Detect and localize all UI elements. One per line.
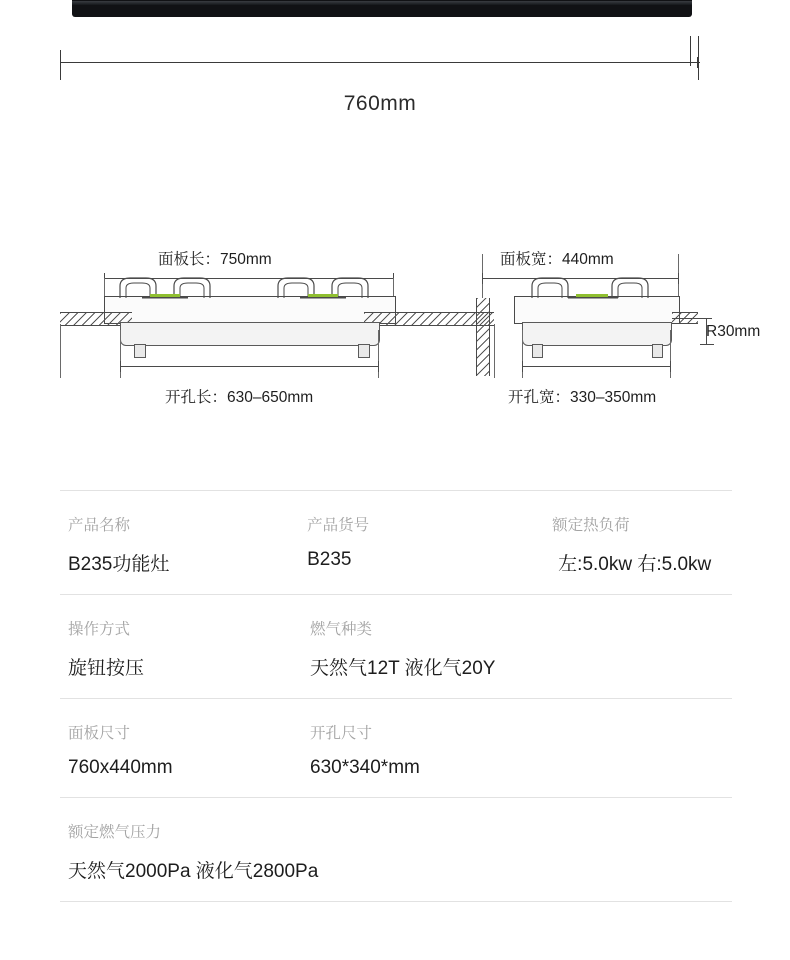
dimension-tick-right bbox=[697, 57, 698, 68]
spec-value: 天然气2000Pa 液化气2800Pa bbox=[68, 861, 319, 882]
cooktop-body-side bbox=[522, 322, 672, 346]
cutout-length-label: 开孔长：630–650mm bbox=[165, 389, 314, 406]
spec-cell-gas-type bbox=[310, 617, 558, 680]
spec-value: 左:5.0kw 右:5.0kw bbox=[558, 554, 712, 575]
table-row bbox=[60, 594, 732, 698]
spec-key: 操作方式 bbox=[68, 621, 131, 638]
burner-left-front bbox=[112, 272, 232, 300]
table-row bbox=[60, 490, 732, 594]
burner-right-front bbox=[270, 272, 390, 300]
radius-label: R30mm bbox=[706, 323, 761, 340]
product-photo-strip bbox=[0, 0, 790, 36]
specifications-table bbox=[60, 490, 732, 902]
panel-width-tick-left bbox=[482, 273, 483, 284]
spec-value: 天然气12T 液化气20Y bbox=[310, 658, 496, 679]
cutout-width-tick-right bbox=[670, 361, 671, 372]
panel-length-ext-right bbox=[393, 278, 394, 298]
spec-cell-product-code bbox=[307, 513, 552, 576]
spec-cell-heat-load bbox=[552, 513, 732, 576]
overall-width-label: 760mm bbox=[343, 92, 417, 115]
spec-key: 开孔尺寸 bbox=[310, 725, 373, 742]
spec-cell-cutout-size bbox=[310, 721, 558, 779]
cooktop-leg-side-left bbox=[532, 344, 543, 358]
countertop-hatch-right bbox=[364, 312, 494, 326]
spec-key: 燃气种类 bbox=[310, 621, 373, 638]
cutout-length-tick-right bbox=[378, 361, 379, 372]
counter-edge-left bbox=[60, 324, 61, 378]
spec-key: 产品货号 bbox=[307, 517, 370, 534]
cooktop-leg-right bbox=[358, 344, 370, 358]
dimension-tick-left bbox=[60, 57, 61, 68]
technical-drawings bbox=[0, 230, 790, 420]
spec-value: B235功能灶 bbox=[68, 554, 170, 575]
dimension-line bbox=[60, 62, 700, 63]
table-row bbox=[60, 797, 732, 902]
spec-key: 额定热负荷 bbox=[552, 517, 630, 534]
cooktop-body-front bbox=[120, 322, 380, 346]
cutout-width-label: 开孔宽：330–350mm bbox=[508, 389, 657, 406]
spec-cell-product-name bbox=[60, 513, 307, 576]
spec-value: 760x440mm bbox=[68, 757, 173, 778]
radius-tick-bottom bbox=[700, 344, 714, 345]
overall-width-dimension bbox=[0, 36, 790, 136]
spec-value: 旋钮按压 bbox=[68, 658, 145, 679]
cutout-length-dim-line bbox=[120, 366, 379, 367]
spec-cell-operation-mode bbox=[60, 617, 310, 680]
panel-length-ext-left bbox=[104, 278, 105, 298]
spec-cell-gas-pressure bbox=[60, 820, 668, 883]
cutout-length-tick-left bbox=[120, 361, 121, 372]
spec-value: B235 bbox=[307, 549, 352, 570]
cutout-width-tick-left bbox=[522, 361, 523, 372]
wall-hatch-side bbox=[476, 298, 490, 376]
cutout-width-dim-line bbox=[522, 366, 671, 367]
cooktop-leg-side-right bbox=[652, 344, 663, 358]
spec-value: 630*340*mm bbox=[310, 757, 420, 778]
panel-width-label: 面板宽：440mm bbox=[500, 251, 614, 268]
cooktop-panel-front bbox=[104, 296, 396, 324]
panel-width-tick-right bbox=[678, 273, 679, 284]
burner-side bbox=[524, 272, 664, 300]
table-row bbox=[60, 698, 732, 797]
counter-edge-right bbox=[494, 324, 495, 378]
spec-cell-panel-size bbox=[60, 721, 310, 779]
spec-key: 面板尺寸 bbox=[68, 725, 131, 742]
extension-line-right bbox=[698, 36, 699, 80]
cooktop-leg-left bbox=[134, 344, 146, 358]
panel-length-label: 面板长：750mm bbox=[158, 251, 272, 268]
cooktop-edge-highlight bbox=[72, 1, 692, 5]
spec-key: 额定燃气压力 bbox=[68, 824, 162, 841]
cooktop-panel-side bbox=[514, 296, 680, 324]
spec-key: 产品名称 bbox=[68, 517, 131, 534]
